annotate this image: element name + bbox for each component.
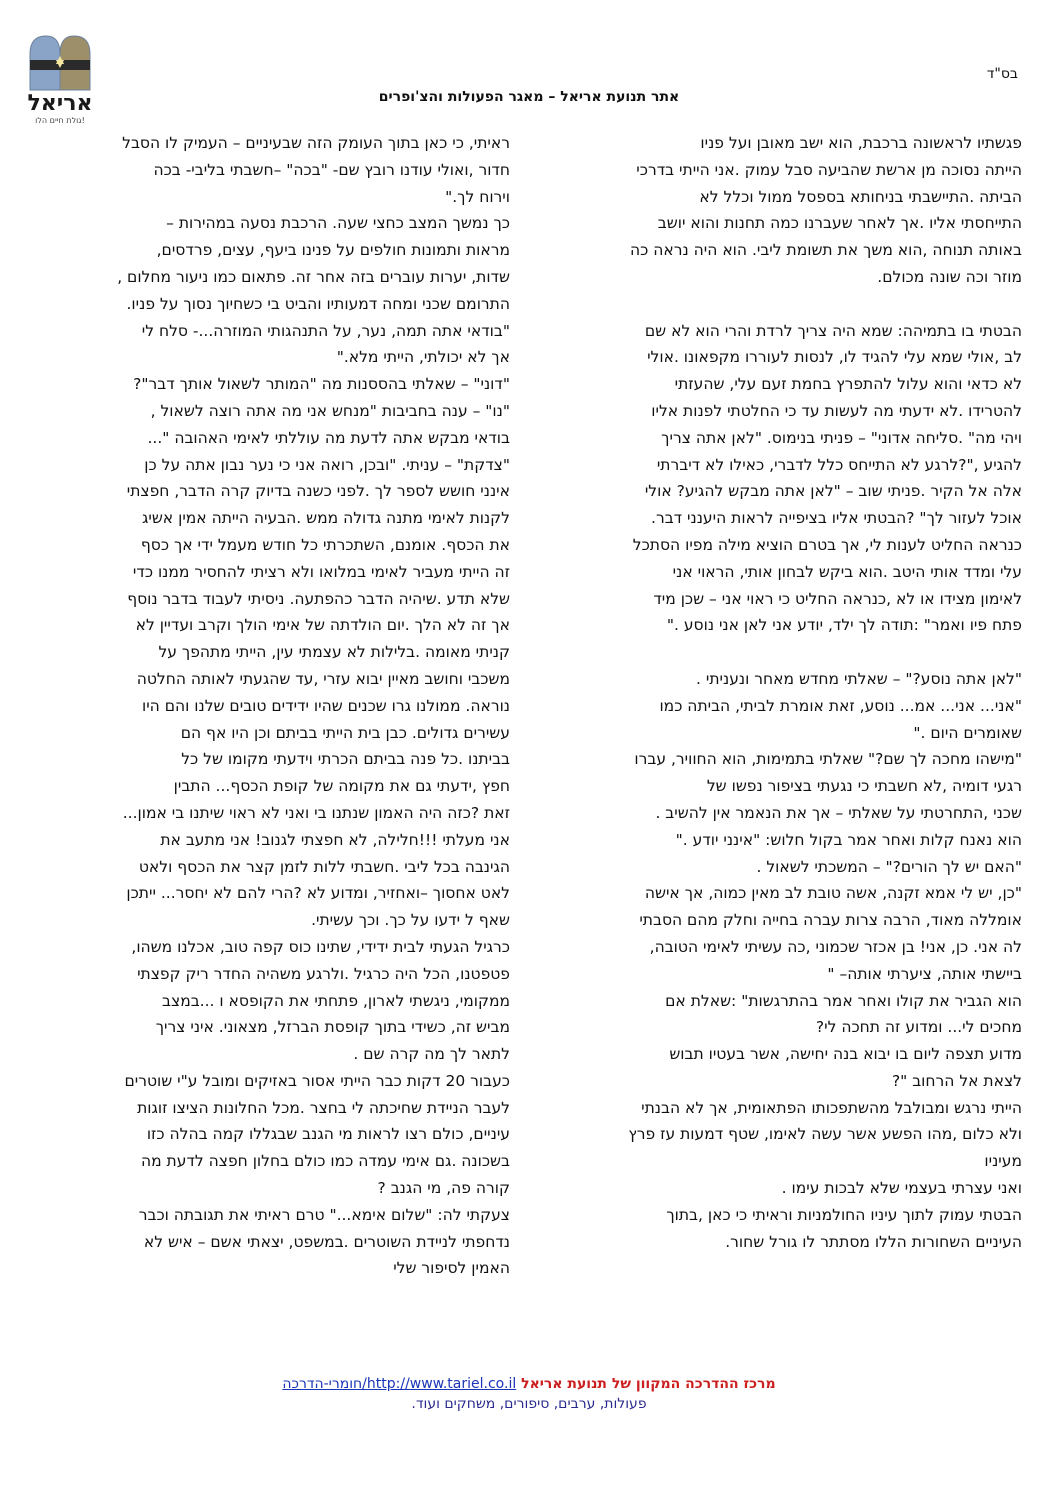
logo-slogan: גולת חיים הלו! — [35, 116, 85, 125]
paragraph: פגשתיו לראשונה ברכבת, הוא ישב מאובן ועל פניו הייתה נסוכה מן ארשת שהביעה סבל עמוק .אני הייתי בדרכי הביתה .התיישבתי בניחותא בספסל ממול וכלל לא התייחסתי אליו .אך לאחר שעברנו כמה תחנות והוא יושב באותה תנוחה ,הוא משך את תשומת ליבי. הוא היה נראה כה מוזר וכה שונה מכולם. — [630, 134, 1022, 286]
article-column-left — [36, 130, 510, 1282]
paragraph: "לאן אתה נוסע?" – שאלתי מחדש מאחר ונעניתי . "אני... אני... אמ... נוסע, זאת אומרת לביתי, הביתה כמו שאומרים היום ." "מישהו מחכה לך שם?" שאלתי בתמימות, הוא החוויר, עברו רגעי דומיה ,לא חשבתי כי נגעתי בציפור נפשו של שכני ,התחרטתי על שאלתי – אך את הנאמר אין להשיב . הוא נאנח קלות ואחר אמר בקול חלוש: "אינני יודע ." "האם יש לך הורים?" – המשכתי לשאול . "כן, יש לי אמא זקנה, אשה טובת לב מאין כמוה, אך אישה אומללה מאוד, הרבה צרות עברה בחייה וחלק מהם הסבתי לה אני. כן, אני! בן אכזר שכמוני ,כה עשיתי לאימי הטובה, ביישתי אותה, ציערתי אותה– " הוא הגביר את קולו ואחר אמר בהתרגשות" :שאלת אם מחכים לי... ומדוע זה תחכה לי? מדוע תצפה ליום בו יבוא בנה יחישה, אשר בעטיו תבוש לצאת אל הרחוב "? הייתי נרגש ומבולבל מהשתפכותו הפתאומית, אך לא הבנתי ולא כלום ,מהו הפשע אשר עשה לאימו, שטף דמעות עז פרץ מעיניו ואני עצרתי בעצמי שלא לבכות עימו . הבטתי עמוק לתוך עיניו החולמניות וראיתי כי כאן ,בתוך העיניים השחורות הללו מסתתר לו גורל שחור. — [628, 669, 1022, 1251]
paragraph: ראיתי, כי כאן בתוך העומק הזה שבעיניים – העמיק לו הסבל חדור ,ואולי עודנו רובץ שם- "בכה" –חשבתי בליבי- בכה וירוח לך." כך נמשך המצב כחצי שעה. הרכבת נסעה במהירות – מראות ותמונות חולפים על פנינו ביעף, עצים, פרדסים, שדות, יערות עוברים בזה אחר זה. פתאום כמו ניעור מחלום , התרומם שכני ומחה דמעותיו והביט בי כשחיוך נסוך על פניו. "בודאי אתה תמה, נער, על התנהגותי המוזרה...- סלח לי אך לא יכולתי, הייתי מלא." "דוני" – שאלתי בהססנות מה "המותר לשאול אותך דבר"? "נו" – ענה בחביבות "מנחש אני מה אתה רוצה לשאול , בודאי מבקש אתה לדעת מה עוללתי לאימי האהובה "... "צדקת" – עניתי. "ובכן, רואה אני כי נער נבון אתה על כן אינני חושש לספר לך .לפני כשנה בדיוק קרה הדבר, חפצתי לקנות לאימי מתנה גדולה ממש .הבעיה הייתה אמין אשיג את הכסף. אומנם, השתכרתי כל חודש מעמל ידי אך כסף זה הייתי מעביר לאימי במלואו ולא רציתי להחסיר ממנו כדי שלא תדע .שיהיה הדבר כהפתעה. ניסיתי לעבוד בדבר נוסף אך זה לא הלך .יום הולדתה של אימי הולך וקרב ועדיין לא קניתי מאומה .בלילות לא עצמתי עין, הייתי מתהפך על משכבי וחושב מאיין יבוא עזרי ,עד שהגעתי לאותה החלטה נוראה. ממולנו גרו שכנים שהיו ידידים טובים שלנו והם היו עשירים גדולים. כבן בית הייתי בביתם וכן היו אף הם בביתנו .כל פנה בביתם הכרתי וידעתי מקומו של כל חפץ ,ידעתי גם את מקומה של קופת הכסף... התבין זאת ?כזה היה האמון שנתנו בי ואני לא ראוי שיתנו בי אמון... אני מעלתי !!!חלילה, לא חפצתי לגנוב! אני מתעב את הגינבה בכל ליבי .חשבתי ללות לזמן קצר את הכסף ולאט לאט אחסוך –ואחזיר, ומדוע לא ?הרי להם לא יחסר... ייתכן שאף ל ידעו על כך. וכך עשיתי. כרגיל הגעתי לבית ידידי, שתינו כוס קפה טוב, אכלנו משהו, פטפטנו, הכל היה כרגיל .ולרגע משהיה החדר ריק קפצתי ממקומי, ניגשתי לארון, פתחתי את הקופסא ו ...במצב מביש זה, כשידי בתוך קופסת הברזל, מצאוני. איני צריך לתאר לך מה קרה שם . כעבור 20 דקות כבר הייתי אסור באזיקים ומובל ע"י שוטרים לעבר הניידת שחיכתה לי בחצר .מכל החלונות הציצו זוגות עיניים, כולם רצו לראות מי הגנב שבגללו קמה בהלה כזו בשכונה .גם אימי עמדה כמו כולם בחלון חפצה לדעת מה קורה פה, מי הגנב ? צעקתי לה: "שלום אימא..." טרם ראיתי את תגובתה וכבר נדחפתי לניידת השוטרים .במשפט, יצאתי אשם – איש לא האמין לסיפור שלי — [117, 134, 510, 1278]
bsd-mark: בס"ד — [986, 66, 1018, 82]
site-title: אתר תנועת אריאל – מאגר הפעולות והצ'ופרים — [378, 89, 680, 105]
paragraph: הבטתי בו בתמיהה: שמא היה צריך לרדת והרי הוא לא שם לב ,אולי שמא עלי להגיד לו, לנסות לעוררו מקפאונו .אולי לא כדאי והוא עלול להתפרץ בחמת זעם עלי, שהעזתי להטרידו .לא ידעתי מה לעשות עד כי החלטתי לפנות אליו ויהי מה" .סליחה אדוני" – פניתי בנימוס. "לאן אתה צריך להגיע ,"?לרגע לא התייחס כלל לדברי, כאילו לא דיברתי אלה אל הקיר .פניתי שוב – "לאן אתה מבקש להגיע? אולי אוכל לעזור לך" ?הבטתי אליו בציפייה לראות היענני דבר. כנראה החליט לענות לי, אך בטרם הוציא מילה מפיו הסתכל עלי ומדד אותי היטב .הוא ביקש לבחון אותי, הראוי אני לאימון מצידו או לא ,כנראה החליט כי ראוי אני – שכן מיד פתח פיו ואמר" :תודה לך ילד, יודע אני לאן אני נוסע ." — [632, 321, 1022, 635]
footer-tagline: פעולות, ערבים, סיפורים, משחקים ועוד. — [411, 1396, 647, 1412]
article-column-right — [548, 130, 1022, 1255]
logo-text: אריאל — [27, 91, 93, 116]
footer-line — [0, 1376, 1058, 1392]
footer-link[interactable]: http://www.tariel.co.il/חומרי-הדרכה — [282, 1376, 517, 1392]
footer-center-name: מרכז ההדרכה המקוון של תנועת אריאל — [521, 1376, 776, 1392]
article-columns — [36, 130, 1022, 1348]
footer — [0, 1376, 1058, 1412]
torah-tablets-star-logo-icon — [20, 30, 100, 126]
ariel-logo — [20, 30, 100, 126]
